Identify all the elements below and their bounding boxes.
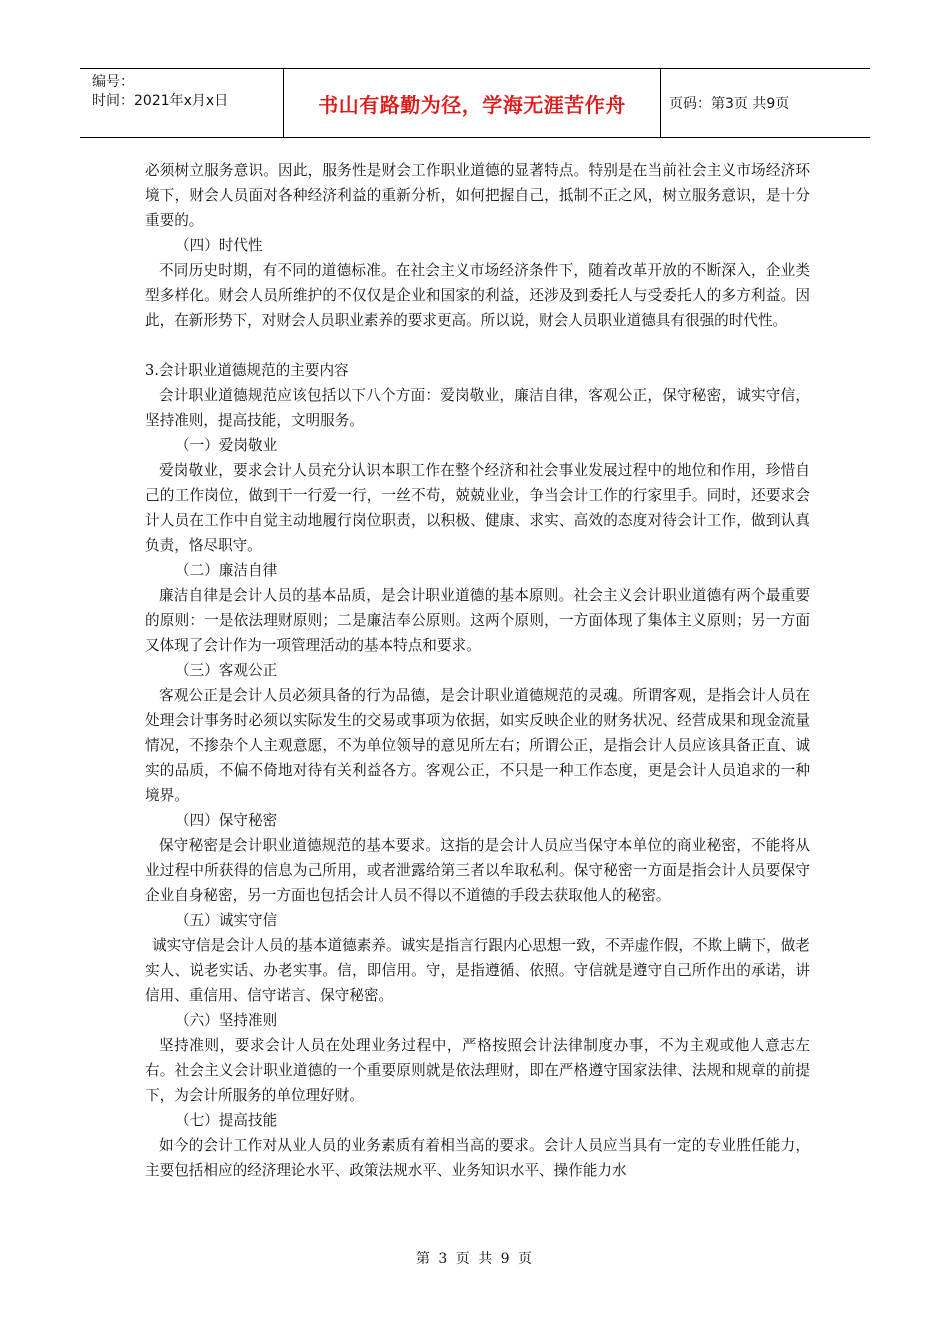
header-motto: 书山有路勤为径，学海无涯苦作舟 [283, 69, 661, 137]
heading-standards: （六）坚持准则 [175, 1012, 278, 1029]
heading-integrity: （二）廉洁自律 [175, 562, 278, 579]
doc-number-label: 编号： [92, 74, 134, 90]
paragraph-objectivity: 客观公正是会计人员必须具备的行为品德，是会计职业道德规范的灵魂。所谓客观，是指会计人员在处理会计事务时必须以实际发生的交易或事项为依据，如实反映企业的财务状况、经营成果和现金流量情况，不掺杂个人主观意愿，不为单位领导的意见所左右；所谓公正，是指会计人员应该具备正直、诚实的品质，不偏不倚地对待有关利益各方。客观公正，不只是一种工作态度，更是会计人员追求的一种境界。 [145, 687, 810, 804]
document-body [145, 158, 810, 1183]
paragraph-confidentiality: 保守秘密是会计职业道德规范的基本要求。这指的是会计人员应当保守本单位的商业秘密，不能将从业过程中所获得的信息为己所用，或者泄露给第三者以牟取私利。保守秘密一方面是指会计人员要保守企业自身秘密，另一方面也包括会计人员不得以不道德的手段去获取他人的秘密。 [145, 837, 810, 904]
heading-confidentiality: （四）保守秘密 [175, 812, 278, 829]
page-header [80, 68, 870, 138]
heading-objectivity: （三）客观公正 [175, 662, 278, 679]
paragraph-overview: 会计职业道德规范应该包括以下八个方面：爱岗敬业，廉洁自律，客观公正，保守秘密，诚实守信，坚持准则，提高技能，文明服务。 [145, 387, 810, 429]
heading-era: （四）时代性 [175, 237, 263, 254]
page-footer: 第 3 页 共 9 页 [415, 1251, 535, 1267]
heading-skills: （七）提高技能 [175, 1112, 278, 1129]
header-page-label: 页码：第3页 共9页 [669, 96, 790, 112]
doc-time-label: 时间：2021年x月x日 [92, 93, 229, 109]
section-heading-3: 3.会计职业道德规范的主要内容 [145, 362, 349, 379]
paragraph-skills: 如今的会计工作对从业人员的业务素质有着相当高的要求。会计人员应当具有一定的专业胜任能力，主要包括相应的经济理论水平、政策法规水平、业务知识水平、操作能力水 [145, 1137, 810, 1179]
heading-honesty: （五）诚实守信 [175, 912, 278, 929]
heading-dedication: （一）爱岗敬业 [175, 437, 278, 454]
header-meta [80, 69, 283, 137]
paragraph-honesty: 诚实守信是会计人员的基本道德素养。诚实是指言行跟内心思想一致，不弄虚作假，不欺上瞒下，做老实人、说老实话、办老实事。信，即信用。守，是指遵循、依照。守信就是遵守自己所作出的承诺，讲信用、重信用、信守诺言、保守秘密。 [145, 937, 810, 1004]
paragraph-era: 不同历史时期，有不同的道德标准。在社会主义市场经济条件下，随着改革开放的不断深入，企业类型多样化。财会人员所维护的不仅仅是企业和国家的利益，还涉及到委托人与受委托人的多方利益。因此，在新形势下，对财会人员职业素养的要求更高。所以说，财会人员职业道德具有很强的时代性。 [145, 262, 810, 329]
paragraph-integrity: 廉洁自律是会计人员的基本品质，是会计职业道德的基本原则。社会主义会计职业道德有两个最重要的原则：一是依法理财原则；二是廉洁奉公原则。这两个原则，一方面体现了集体主义原则；另一方面又体现了会计作为一项管理活动的基本特点和要求。 [145, 587, 810, 654]
paragraph-service: 必须树立服务意识。因此，服务性是财会工作职业道德的显著特点。特别是在当前社会主义市场经济环境下，财会人员面对各种经济利益的重新分析，如何把握自己，抵制不正之风，树立服务意识，是十分重要的。 [145, 162, 810, 229]
paragraph-standards: 坚持准则，要求会计人员在处理业务过程中，严格按照会计法律制度办事，不为主观或他人意志左右。社会主义会计职业道德的一个重要原则就是依法理财，即在严格遵守国家法律、法规和规章的前提下，为会计所服务的单位理好财。 [145, 1037, 810, 1104]
paragraph-dedication: 爱岗敬业，要求会计人员充分认识本职工作在整个经济和社会事业发展过程中的地位和作用，珍惜自己的工作岗位，做到干一行爱一行，一丝不苟，兢兢业业，争当会计工作的行家里手。同时，还要求会计人员在工作中自觉主动地履行岗位职责，以积极、健康、求实、高效的态度对待会计工作，做到认真负责，恪尽职守。 [145, 462, 810, 554]
